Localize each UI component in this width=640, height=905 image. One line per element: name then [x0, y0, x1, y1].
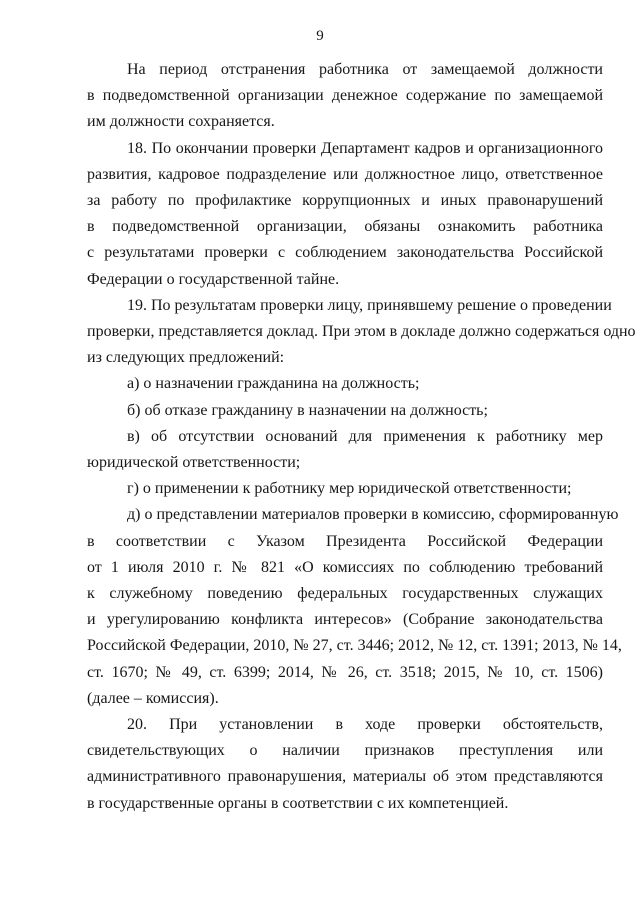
text-line: проверки, представляется доклад. При этом в докладе должно содержаться одно [87, 323, 636, 341]
text-line: б) об отказе гражданину в назначении на должность; [127, 401, 488, 419]
text-line: в) об отсутствии оснований для применения к работнику мер [127, 427, 603, 445]
text-line: свидетельствующих о наличии признаков преступления или [87, 742, 603, 760]
list-item-v [87, 424, 603, 476]
text-line: развития, кадровое подразделение или должностное лицо, ответственное [87, 165, 603, 183]
list-item-g [87, 476, 603, 502]
text-line: ст. 1670; № 49, ст. 6399; 2014, № 26, ст. 3518; 2015, № 10, ст. 1506) [87, 663, 603, 681]
page-number: 9 [316, 28, 324, 44]
text-line: к служебному поведению федеральных государственных служащих [87, 585, 603, 603]
text-line: и урегулированию конфликта интересов» (Собрание законодательства [87, 611, 603, 629]
text-line: На период отстранения работника от замещаемой должности [127, 61, 603, 78]
text-line: в подведомственной организации, обязаны ознакомить работника [87, 218, 603, 236]
text-line: в государственные органы в соответствии с их компетенцией. [87, 794, 509, 812]
text-line: г) о применении к работнику мер юридической ответственности; [127, 480, 572, 498]
text-line: в подведомственной организации денежное содержание по замещаемой [87, 87, 603, 105]
text-line: (далее – комиссия). [87, 689, 219, 707]
list-item-d [87, 502, 622, 712]
text-line: 20. При установлении в ходе проверки обстоятельств, [127, 716, 603, 734]
text-line: Российской Федерации, 2010, № 27, ст. 3446; 2012, № 12, ст. 1391; 2013, № 14, [87, 637, 622, 655]
text-line: из следующих предложений: [87, 349, 285, 367]
paragraph-20 [87, 712, 603, 817]
document-body [87, 57, 636, 817]
paragraph-18 [87, 136, 603, 293]
text-line: юридической ответственности; [87, 454, 301, 472]
text-line: д) о представлении материалов проверки в комиссию, сформированную [127, 506, 619, 524]
list-item-a [87, 371, 603, 397]
text-line: 19. По результатам проверки лицу, принявшему решение о проведении [127, 296, 612, 314]
text-line: от 1 июля 2010 г. № 821 «О комиссиях по соблюдению требований [87, 558, 603, 576]
text-line: им должности сохраняется. [87, 113, 275, 131]
text-line: 18. По окончании проверки Департамент кадров и организационного [127, 139, 603, 157]
paragraph-suspension-pay [87, 57, 603, 136]
text-line: административного правонарушения, материалы об этом представляются [87, 768, 603, 786]
text-line: с результатами проверки с соблюдением законодательства Российской [87, 244, 603, 262]
list-item-b [87, 398, 603, 424]
text-line: Федерации о государственной тайне. [87, 270, 340, 288]
text-line: а) о назначении гражданина на должность; [127, 375, 420, 393]
paragraph-19 [87, 293, 636, 372]
text-line: в соответствии с Указом Президента Российской Федерации [87, 532, 603, 550]
text-line: за работу по профилактике коррупционных и иных правонарушений [87, 192, 603, 210]
